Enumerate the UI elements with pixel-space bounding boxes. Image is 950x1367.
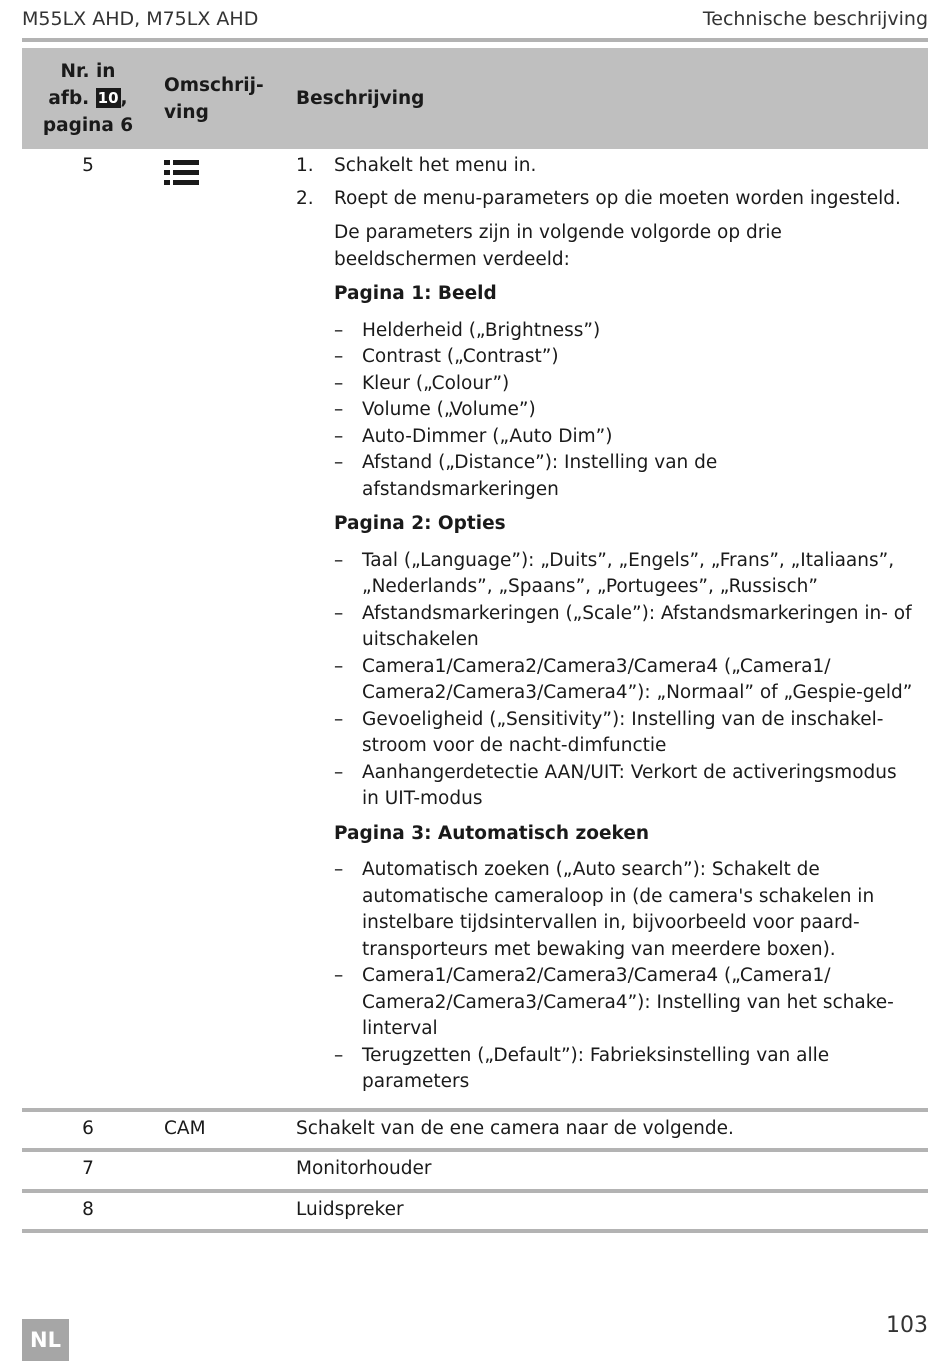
dash-bullet: – xyxy=(334,452,344,473)
list-item xyxy=(296,371,918,398)
item-text: Contrast („Contrast”) xyxy=(362,346,559,367)
step-list xyxy=(296,153,918,212)
header-nr-line1: Nr. in xyxy=(60,61,116,82)
row-description: Schakelt van de ene camera naar de volgende. xyxy=(286,1110,928,1151)
list-item xyxy=(296,318,918,345)
row-nr: 5 xyxy=(82,155,94,176)
header-nr-line3: pagina 6 xyxy=(42,115,134,136)
list-item xyxy=(296,153,918,180)
item-text: Helderheid („Brightness”) xyxy=(362,319,601,341)
table-row xyxy=(22,1110,928,1151)
dash-bullet: – xyxy=(334,761,344,783)
row-nr: 7 xyxy=(22,1150,154,1191)
page2-heading: Pagina 2: Opties xyxy=(334,513,506,534)
item-text: Aanhangerdetectie AAN/UIT: Verkort de activeringsmodus in UIT-modus xyxy=(362,761,897,809)
figure-reference-badge: 10 xyxy=(97,89,119,107)
header-nr-comma: , xyxy=(120,88,128,109)
header-beschrijving: Beschrijving xyxy=(286,48,928,149)
item-text: Kleur („Colour”) xyxy=(362,372,510,394)
dash-bullet: – xyxy=(334,399,344,420)
row-label: CAM xyxy=(154,1110,286,1151)
item-text: Camera1/Camera2/Camera3/Camera4 („Camera1/ Camera2/Camera3/Camera4”): Instelling van het schake-linterval xyxy=(362,965,894,1039)
header-omschrijving xyxy=(154,48,286,149)
page2-list xyxy=(296,548,918,813)
dash-bullet: – xyxy=(334,425,344,447)
item-text: Afstandsmarkeringen („Scale”): Afstandsmarkeringen in- of uitschakelen xyxy=(362,602,912,650)
list-item xyxy=(296,186,918,213)
row-description: Monitorhouder xyxy=(286,1150,928,1191)
header-divider xyxy=(22,38,928,42)
dash-bullet: – xyxy=(334,346,344,367)
dash-bullet: – xyxy=(334,859,344,880)
model-title: M55LX AHD, M75LX AHD xyxy=(22,8,259,30)
table-row xyxy=(22,1150,928,1191)
step-text: Schakelt het menu in. xyxy=(334,155,537,176)
page3-list xyxy=(296,857,918,1096)
list-item xyxy=(296,601,918,654)
header-nr-afb: afb. xyxy=(48,88,90,109)
page1-list xyxy=(296,318,918,504)
header-nr xyxy=(22,48,154,149)
list-item xyxy=(296,707,918,760)
row-description: Luidspreker xyxy=(286,1191,928,1232)
dash-bullet: – xyxy=(334,708,344,730)
list-item xyxy=(296,344,918,371)
header-omschrijving-line1: Omschrij- xyxy=(164,74,264,96)
dash-bullet: – xyxy=(334,319,344,341)
dash-bullet: – xyxy=(334,965,344,986)
section-title: Technische beschrijving xyxy=(702,8,928,30)
table-header-row xyxy=(22,48,928,149)
item-text: Auto-Dimmer („Auto Dim”) xyxy=(362,425,613,447)
description-table xyxy=(22,48,928,1233)
list-item xyxy=(296,548,918,601)
item-text: Camera1/Camera2/Camera3/Camera4 („Camera1/ Camera2/Camera3/Camera4”): „Normaal” of „Gespie-geld” xyxy=(362,655,913,703)
item-text: Volume („Volume”) xyxy=(362,399,536,420)
list-item xyxy=(296,424,918,451)
row-description xyxy=(286,149,928,1110)
dash-bullet: – xyxy=(334,1044,344,1066)
row-label xyxy=(154,1191,286,1232)
step-number: 2. xyxy=(296,187,314,209)
step-text: Roept de menu-parameters op die moeten worden ingesteld. xyxy=(334,187,901,209)
table-row xyxy=(22,1191,928,1232)
dash-bullet: – xyxy=(334,602,344,624)
row-nr: 6 xyxy=(22,1110,154,1151)
list-item xyxy=(296,963,918,1043)
dash-bullet: – xyxy=(334,549,344,571)
item-text: Afstand („Distance”): Instelling van de afstandsmarkeringen xyxy=(362,452,718,500)
menu-list-icon xyxy=(164,159,200,196)
row-label xyxy=(154,1150,286,1191)
list-item xyxy=(296,654,918,707)
page1-heading: Pagina 1: Beeld xyxy=(334,283,497,304)
page-number: 103 xyxy=(886,1313,928,1338)
running-header xyxy=(22,8,928,34)
step-number: 1. xyxy=(296,155,314,176)
header-omschrijving-line2: ving xyxy=(164,101,209,123)
row-nr: 8 xyxy=(22,1191,154,1232)
page3-heading: Pagina 3: Automatisch zoeken xyxy=(334,822,650,844)
item-text: Automatisch zoeken („Auto search”): Schakelt de automatische cameraloop in (de camera's schakelen in instelbare tijdsintervallen in, bijvoorbeeld voor paard-transporteurs met bewaking van meerdere boxen). xyxy=(362,859,875,960)
language-badge: NL xyxy=(22,1319,69,1361)
table-row xyxy=(22,149,928,1110)
item-text: Taal („Language”): „Duits”, „Engels”, „Frans”, „Italiaans”, „Nederlands”, „Spaans”, „Portugees”, „Russisch” xyxy=(362,549,895,597)
item-text: Terugzetten („Default”): Fabrieksinstelling van alle parameters xyxy=(362,1044,830,1092)
list-item xyxy=(296,857,918,963)
row-label xyxy=(154,149,286,1110)
list-item xyxy=(296,760,918,813)
dash-bullet: – xyxy=(334,372,344,394)
intro-paragraph: De parameters zijn in volgende volgorde op drie beeldschermen verdeeld: xyxy=(334,222,782,270)
list-item xyxy=(296,397,918,424)
item-text: Gevoeligheid („Sensitivity”): Instelling van de inschakel-stroom voor de nacht-dimfunctie xyxy=(362,708,884,756)
dash-bullet: – xyxy=(334,655,344,677)
list-item xyxy=(296,1043,918,1096)
list-item xyxy=(296,450,918,503)
